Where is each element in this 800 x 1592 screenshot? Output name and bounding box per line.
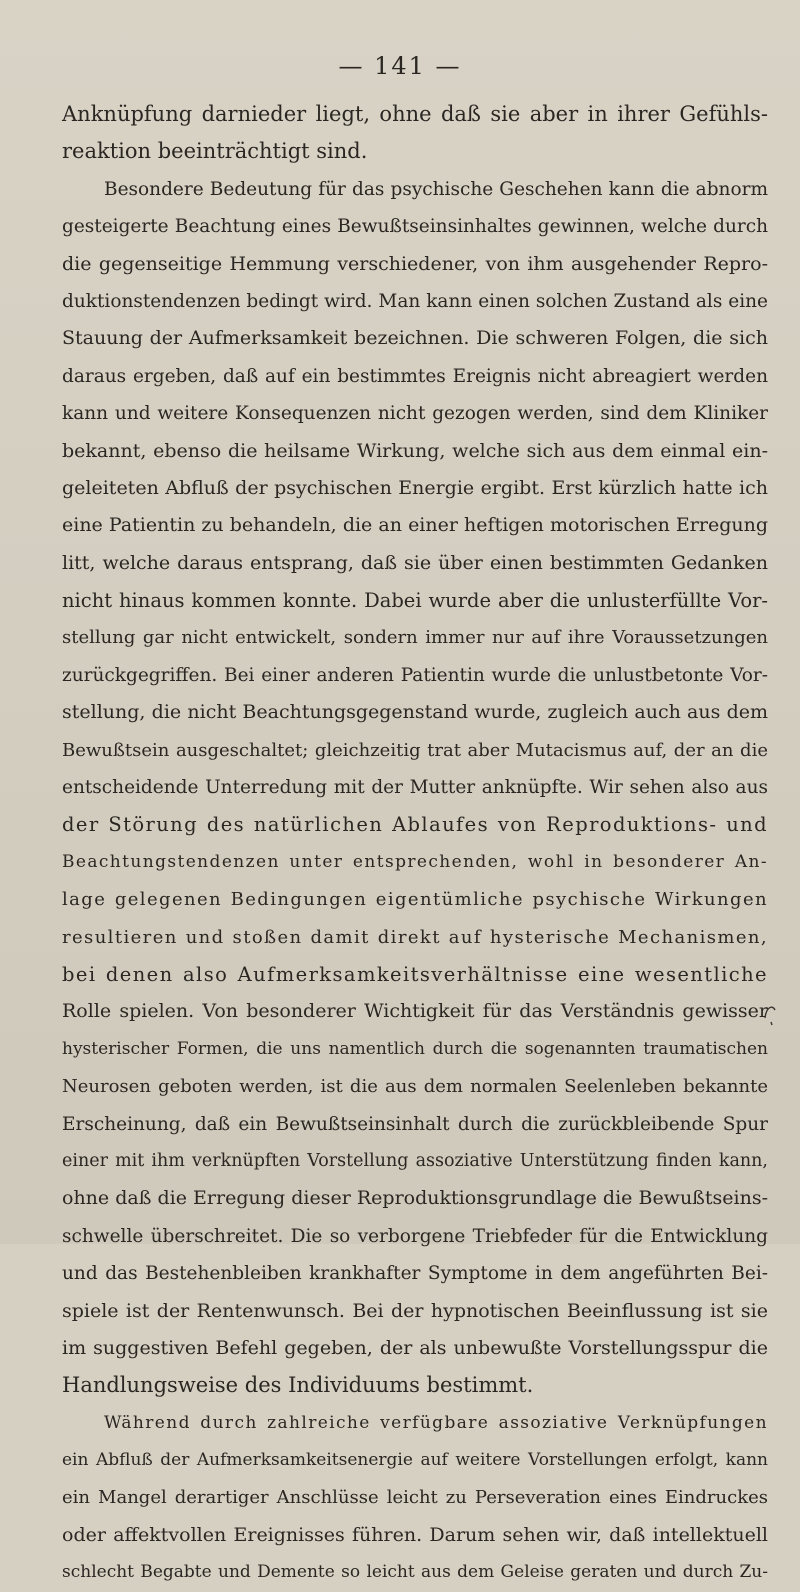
text-line: einer mit ihm verknüpften Vorstellung assoziative Unterstützung finden kann,: [62, 1150, 768, 1171]
text-line: resultieren und stoßen damit direkt auf hysterische Mechanismen,: [62, 926, 768, 948]
text-line: daraus ergeben, daß auf ein bestimmtes Ereignis nicht abreagiert werden: [62, 365, 768, 387]
text-line: lage gelegenen Bedingungen eigentümliche psychische Wirkungen: [62, 889, 768, 911]
text-line: geleiteten Abfluß der psychischen Energie ergibt. Erst kürzlich hatte ich: [62, 476, 768, 499]
text-line: Anknüpfung darnieder liegt, ohne daß sie aber in ihrer Gefühls-: [62, 102, 768, 126]
text-line: Erscheinung, daß ein Bewußtseinsinhalt durch die zurückbleibende Spur: [62, 1113, 768, 1135]
text-line: ein Mangel derartiger Anschlüsse leicht zu Perseveration eines Eindruckes: [62, 1487, 768, 1509]
text-line: eine Patientin zu behandeln, die an einer heftigen motorischen Erregung: [62, 514, 768, 537]
text-line: Besondere Bedeutung für das psychische Geschehen kann die abnorm: [104, 178, 768, 200]
text-line: stellung, die nicht Beachtungsgegenstand wurde, zugleich auch aus dem: [62, 701, 768, 724]
text-line: zurückgegriffen. Bei einer anderen Patientin wurde die unlustbetonte Vor-: [62, 664, 768, 686]
text-line: oder affektvollen Ereignisses führen. Darum sehen wir, daß intellektuell: [62, 1523, 768, 1546]
text-line: Stauung der Aufmerksamkeit bezeichnen. Die schweren Folgen, die sich: [62, 327, 768, 350]
text-line: Rolle spielen. Von besonderer Wichtigkeit für das Verständnis gewisser: [62, 1000, 768, 1023]
text-line: hysterischer Formen, die uns namentlich durch die sogenannten traumatischen: [62, 1038, 768, 1059]
text-line: reaktion beeinträchtigt sind.: [62, 139, 368, 164]
text-line: Bewußtsein ausgeschaltet; gleichzeitig trat aber Mutacismus auf, der an die: [62, 739, 768, 761]
text-line: duktionstendenzen bedingt wird. Man kann einen solchen Zustand als eine: [62, 290, 768, 312]
text-line: im suggestiven Befehl gegeben, der als unbewußte Vorstellungsspur die: [62, 1336, 768, 1359]
text-line: die gegenseitige Hemmung verschiedener, von ihm ausgehender Repro-: [62, 252, 768, 275]
text-line: nicht hinaus kommen konnte. Dabei wurde aber die unlusterfüllte Vor-: [62, 589, 768, 613]
pencil-mark-icon: [762, 1000, 778, 1028]
text-line: Handlungsweise des Individuums bestimmt.: [62, 1373, 534, 1398]
text-line: schwelle überschreitet. Die so verborgene Triebfeder für die Entwicklung: [62, 1225, 768, 1247]
text-line: spiele ist der Rentenwunsch. Bei der hypnotischen Beeinflussung ist sie: [62, 1299, 768, 1322]
text-line: bei denen also Aufmerksamkeitsverhältnisse eine wesentliche: [62, 962, 768, 986]
text-line: kann und weitere Konsequenzen nicht gezogen werden, sind dem Kliniker: [62, 403, 768, 425]
page-number: — 141 —: [338, 52, 462, 80]
text-line: ohne daß die Erregung dieser Reproduktionsgrundlage die Bewußtseins-: [62, 1187, 768, 1210]
text-line: der Störung des natürlichen Ablaufes von Reproduktions- und: [62, 813, 768, 837]
text-line: Neurosen geboten werden, ist die aus dem normalen Seelenleben bekannte: [62, 1076, 768, 1098]
text-line: gesteigerte Beachtung eines Bewußtseinsinhaltes gewinnen, welche durch: [62, 216, 768, 238]
text-line: schlecht Begabte und Demente so leicht aus dem Geleise geraten und durch Zu-: [62, 1562, 768, 1583]
text-line: bekannt, ebenso die heilsame Wirkung, welche sich aus dem einmal ein-: [62, 439, 768, 462]
text-line: Beachtungstendenzen unter entsprechenden, wohl in besonderer An-: [62, 851, 768, 872]
text-line: stellung gar nicht entwickelt, sondern immer nur auf ihre Voraussetzungen: [62, 627, 768, 649]
text-line: ein Abfluß der Aufmerksamkeitsenergie auf weitere Vorstellungen erfolgt, kann: [62, 1450, 768, 1471]
body-text: [62, 96, 768, 1592]
text-line: litt, welche daraus entsprang, daß sie über einen bestimmten Gedanken: [62, 551, 768, 574]
text-line: Während durch zahlreiche verfügbare assoziative Verknüpfungen: [104, 1412, 768, 1433]
text-line: und das Bestehenbleiben krankhafter Symptome in dem angeführten Bei-: [62, 1263, 768, 1285]
text-line: entscheidende Unterredung mit der Mutter anknüpfte. Wir sehen also aus: [62, 777, 768, 799]
